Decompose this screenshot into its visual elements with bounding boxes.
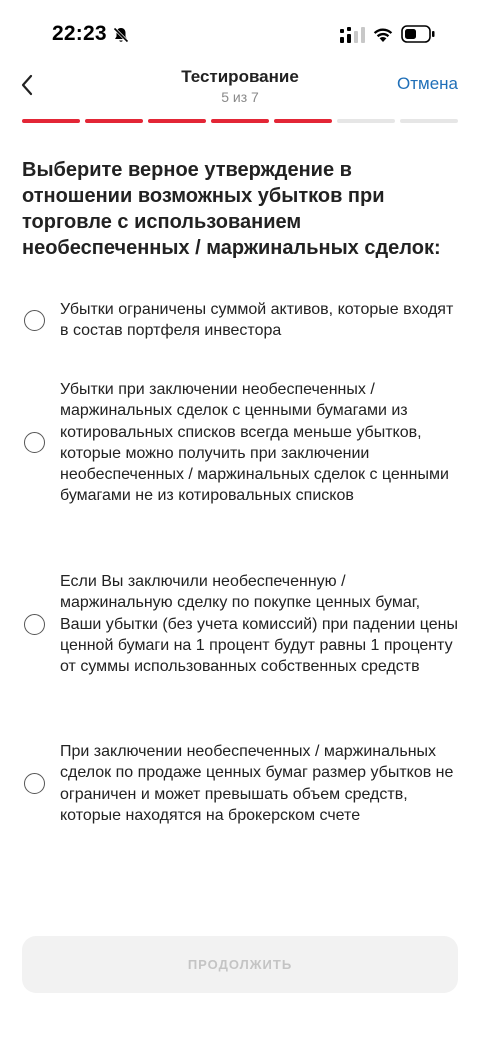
step-counter: 5 из 7 (221, 89, 259, 105)
page-title: Тестирование (181, 67, 299, 86)
progress-segment (22, 119, 80, 123)
continue-button[interactable]: ПРОДОЛЖИТЬ (22, 936, 458, 993)
progress-segment (274, 119, 332, 123)
answer-option-label: Если Вы заключили необеспеченную / маржинальную сделку по покупке ценных бумаг, Ваши убытки (без учета комиссий) при падении цены ценной бумаги на 1 процент будут равны 1 проценту от суммы использованных собственных средств (60, 573, 458, 676)
progress-bar (22, 119, 458, 124)
battery-icon (401, 25, 435, 43)
answer-option-label: Убытки при заключении необеспеченных / маржинальных сделок с ценными бумагами из котировальных списков всегда меньше убытков, которые можно получить при заключении необеспеченных / маржинальных сделок с ценными бумагами не из котировальных списков (60, 381, 449, 505)
question-text: Выберите верное утверждение в отношении возможных убытков при торговле с использованием необеспеченных / маржинальных сделок: (22, 159, 441, 259)
radio-button[interactable] (24, 310, 45, 331)
progress-segment (337, 119, 395, 123)
progress-segment (85, 119, 143, 123)
progress-segment (400, 119, 458, 123)
cellular-signal-icon (340, 27, 366, 43)
answer-option-4[interactable] (22, 741, 458, 826)
answer-option-1[interactable] (22, 299, 458, 342)
answer-option-label: При заключении необеспеченных / маржинальных сделок по продаже ценных бумаг размер убытков не ограничен и может превышать объем средств, которые находятся на брокерском счете (60, 743, 454, 824)
progress-segment (148, 119, 206, 123)
cancel-button[interactable]: Отмена (397, 74, 458, 93)
radio-button[interactable] (24, 773, 45, 794)
answer-option-3[interactable] (22, 571, 458, 677)
wifi-icon (372, 25, 394, 43)
answer-option-2[interactable] (22, 379, 458, 507)
radio-button[interactable] (24, 432, 45, 453)
answer-option-label: Убытки ограничены суммой активов, которые входят в состав портфеля инвестора (60, 301, 454, 340)
status-time: 22:23 (52, 22, 107, 45)
navigation-header (0, 60, 480, 112)
radio-button[interactable] (24, 614, 45, 635)
progress-segment (211, 119, 269, 123)
bell-slash-icon (112, 26, 130, 44)
